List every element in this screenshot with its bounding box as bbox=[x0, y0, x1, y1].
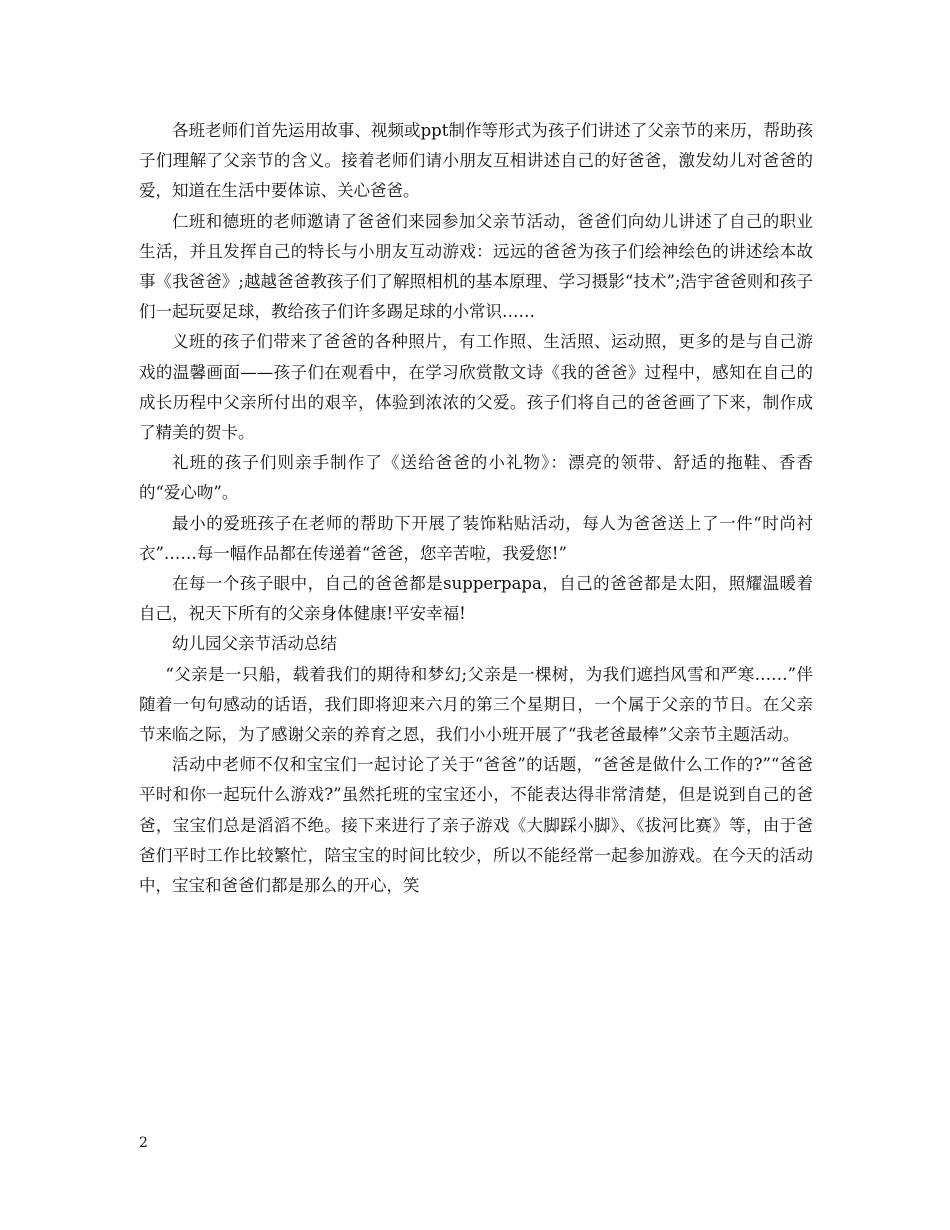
document-body bbox=[139, 116, 813, 901]
paragraph-yi-class: 义班的孩子们带来了爸爸的各种照片，有工作照、生活照、运动照，更多的是与自己游戏的温馨画面——孩子们在观看中，在学习欣赏散文诗《我的爸爸》过程中，感知在自己的成长历程中父亲所付出的艰辛，体验到浓浓的父爱。孩子们将自己的爸爸画了下来，制作成了精美的贺卡。 bbox=[139, 332, 813, 443]
paragraph-teachers-intro: 各班老师们首先运用故事、视频或ppt制作等形式为孩子们讲述了父亲节的来历，帮助孩子们理解了父亲节的含义。接着老师们请小朋友互相讲述自己的好爸爸，激发幼儿对爸爸的爱，知道在生活中要体谅、关心爸爸。 bbox=[139, 121, 813, 201]
section-heading: 幼儿园父亲节活动总结 bbox=[172, 634, 337, 654]
paragraph-li-class: 礼班的孩子们则亲手制作了《送给爸爸的小礼物》：漂亮的领带、舒适的拖鞋、香香的“爱心吻”。 bbox=[139, 453, 813, 503]
paragraph-activity-details: 活动中老师不仅和宝宝们一起讨论了关于“爸爸”的话题，“爸爸是做什么工作的?”“爸爸平时和你一起玩什么游戏?”虽然托班的宝宝还小，不能表达得非常清楚，但是说到自己的爸爸，宝宝们总是滔滔不绝。接下来进行了亲子游戏《大脚踩小脚》、《拔河比赛》等，由于爸爸们平时工作比较繁忙，陪宝宝的时间比较少，所以不能经常一起参加游戏。在今天的活动中，宝宝和爸爸们都是那么的开心，笑 bbox=[139, 755, 813, 896]
paragraph-ai-class: 最小的爱班孩子在老师的帮助下开展了装饰粘贴活动，每人为爸爸送上了一件“时尚衬衣”……每一幅作品都在传递着“爸爸，您辛苦啦，我爱您!” bbox=[139, 513, 813, 563]
paragraph-ren-de-classes: 仁班和德班的老师邀请了爸爸们来园参加父亲节活动，爸爸们向幼儿讲述了自己的职业生活，并且发挥自己的特长与小朋友互动游戏：远远的爸爸为孩子们绘神绘色的讲述绘本故事《我爸爸》;越越爸爸教孩子们了解照相机的基本原理、学习摄影“技术”;浩宇爸爸则和孩子们一起玩耍足球，教给孩子们许多踢足球的小常识…… bbox=[139, 211, 813, 322]
paragraph-father-quote: “父亲是一只船，载着我们的期待和梦幻;父亲是一棵树，为我们遮挡风雪和严寒……”伴随着一句句感动的话语，我们即将迎来六月的第三个星期日，一个属于父亲的节日。在父亲节来临之际，为了感谢父亲的养育之恩，我们小小班开展了“我老爸最棒”父亲节主题活动。 bbox=[139, 664, 813, 745]
paragraph-closing-wishes: 在每一个孩子眼中，自己的爸爸都是supperpapa，自己的爸爸都是太阳，照耀温暖着自己，祝天下所有的父亲身体健康!平安幸福! bbox=[139, 574, 813, 624]
page-number: 2 bbox=[139, 1135, 148, 1151]
